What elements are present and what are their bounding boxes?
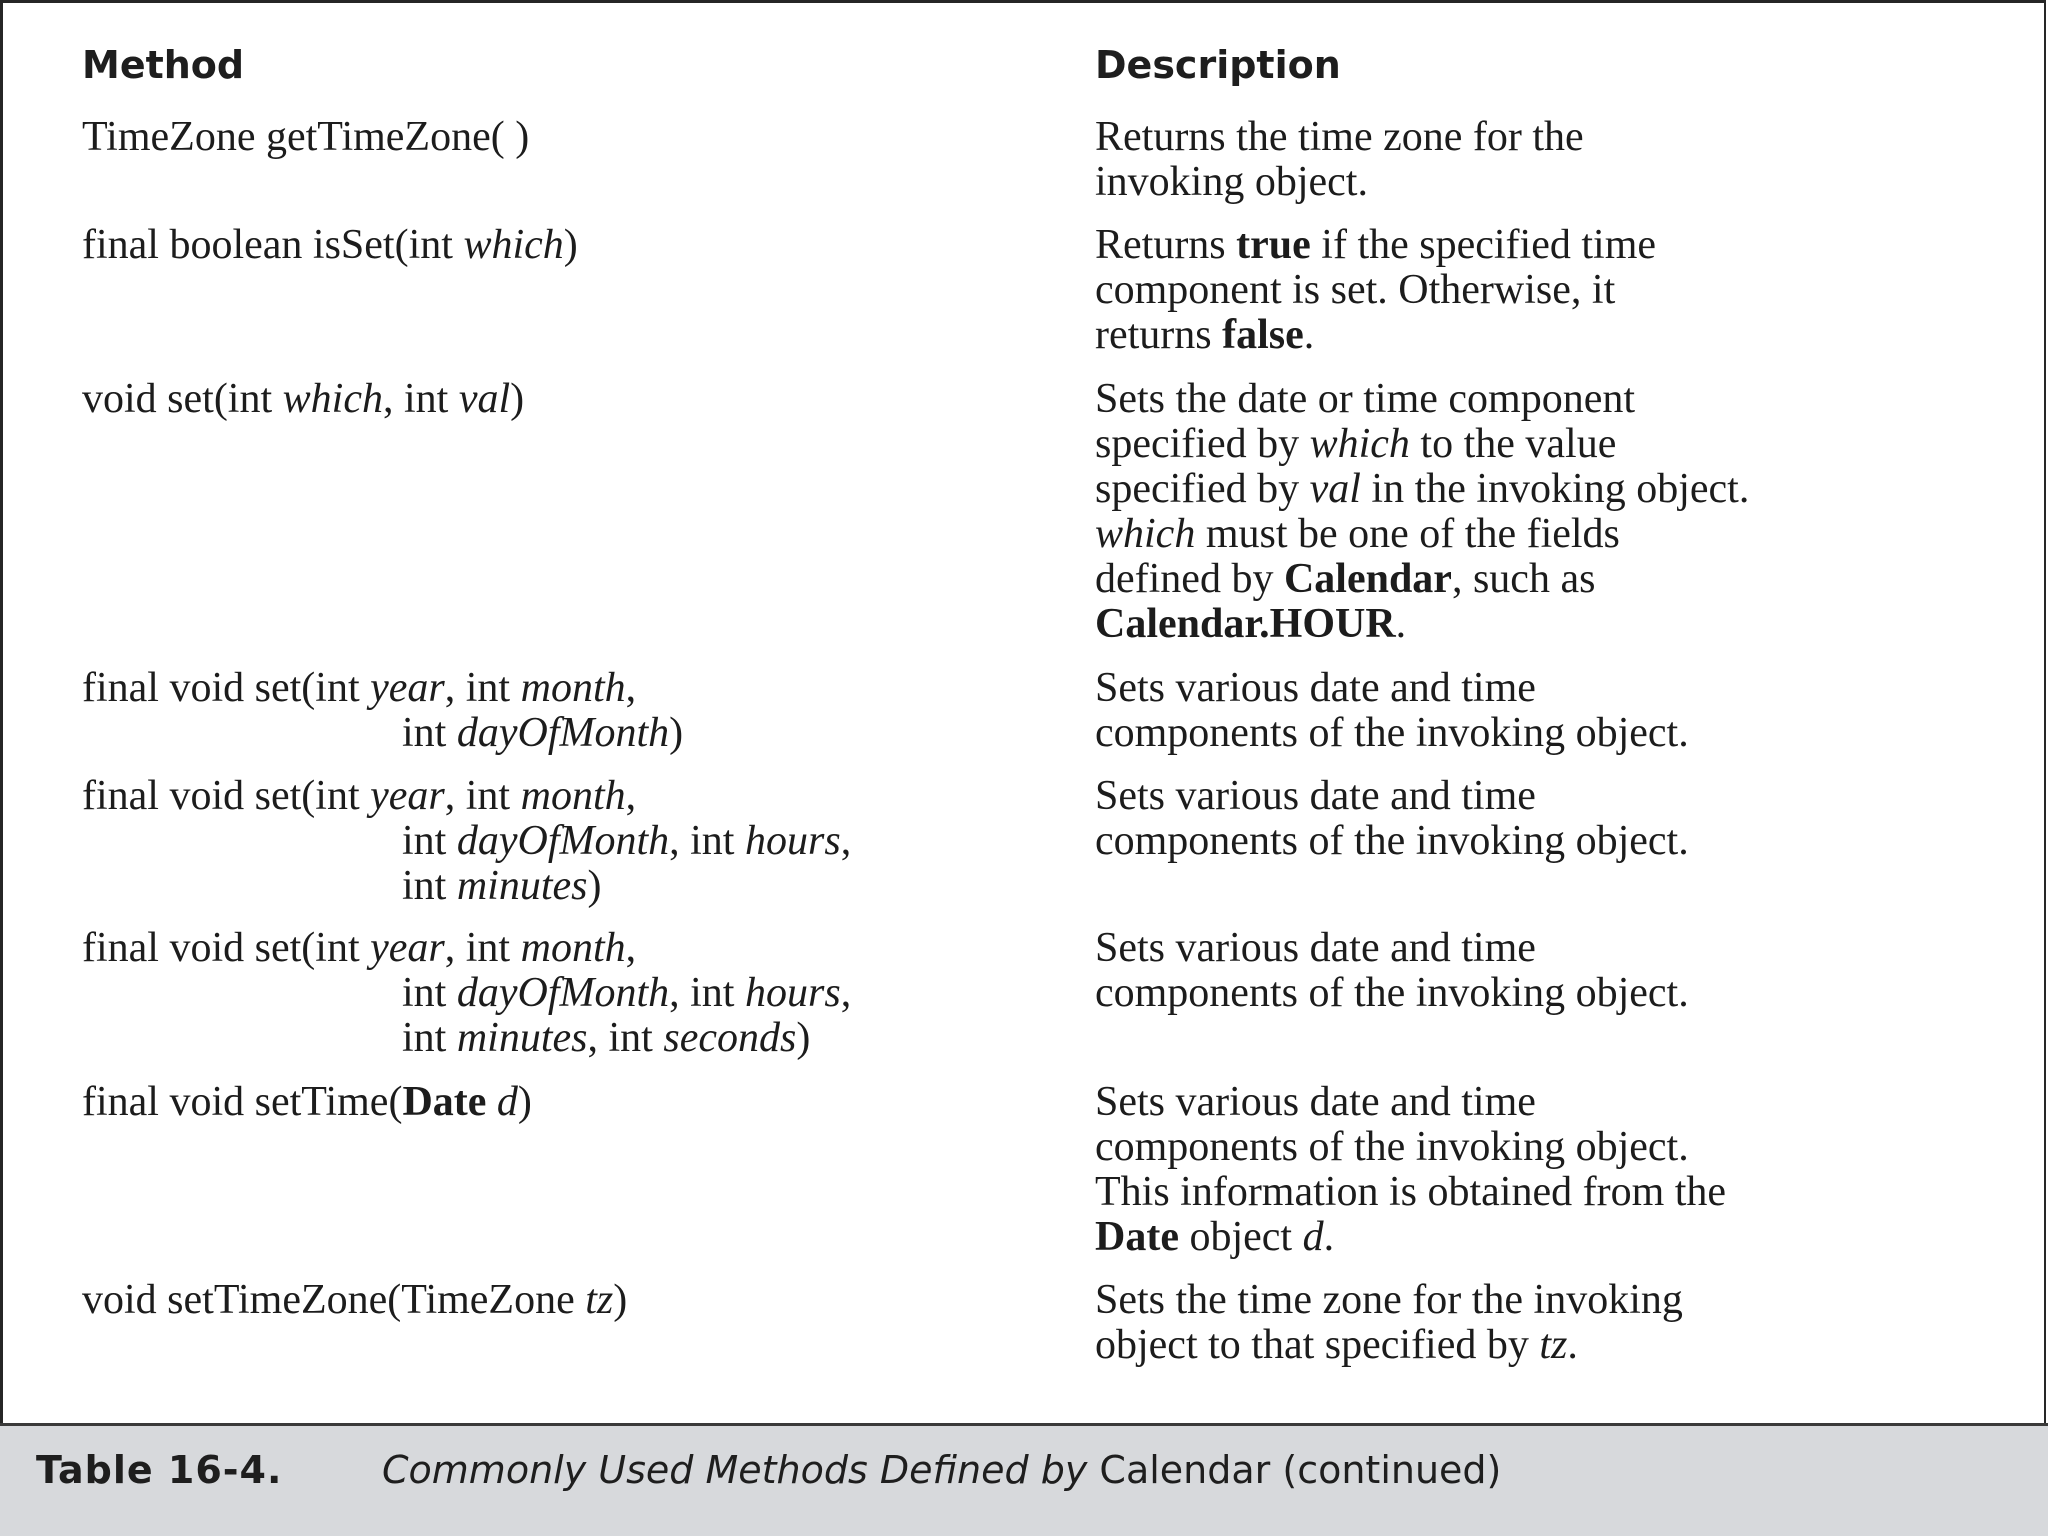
method-line: final void set(int year, int month, [82,925,637,971]
method-line: int dayOfMonth) [402,710,684,756]
description-line: Calendar.HOUR. [1095,601,1407,647]
method-line: void setTimeZone(TimeZone tz) [82,1277,628,1323]
description-line: components of the invoking object. [1095,970,1689,1016]
method-cell [82,926,1042,1061]
table-title-plain: Calendar (continued) [1099,1448,1502,1492]
description-line: Sets various date and time [1095,925,1536,971]
description-cell [1095,774,2015,864]
description-line: components of the invoking object. [1095,818,1689,864]
method-line: int minutes, int seconds) [402,1015,811,1061]
column-header-method: Method [82,43,245,87]
method-line: final boolean isSet(int which) [82,222,578,268]
column-header-description: Description [1095,43,1341,87]
table-number: Table 16-4. [36,1448,283,1492]
description-cell [1095,926,2015,1016]
description-line: object to that specified by tz. [1095,1322,1578,1368]
method-line: int dayOfMonth, int hours, [402,970,852,1016]
description-cell [1095,666,2015,756]
table-title [382,1448,1501,1492]
method-line: final void set(int year, int month, [82,665,637,711]
table-title-italic: Commonly Used Methods Defined by [382,1448,1088,1492]
description-line: Returns the time zone for the [1095,114,1584,160]
description-line: Sets the date or time component [1095,376,1636,422]
method-line: void set(int which, int val) [82,376,525,422]
method-cell [82,666,1042,756]
description-line: Sets various date and time [1095,1079,1536,1125]
method-line: final void setTime(Date d) [82,1079,532,1125]
method-line: int minutes) [402,863,602,909]
method-cell [82,774,1042,909]
description-line: component is set. Otherwise, it [1095,267,1616,313]
method-cell [82,1080,1042,1125]
description-line: which must be one of the fields [1095,511,1620,557]
description-cell [1095,377,2015,647]
description-line: Sets the time zone for the invoking [1095,1277,1683,1323]
method-line: int dayOfMonth, int hours, [402,818,852,864]
description-line: specified by which to the value [1095,421,1617,467]
description-line: Sets various date and time [1095,665,1536,711]
description-cell [1095,223,2015,358]
method-line: TimeZone getTimeZone( ) [82,114,530,160]
description-line: Date object d. [1095,1214,1335,1260]
description-line: Returns true if the specified time [1095,222,1657,268]
description-line: invoking object. [1095,159,1368,205]
description-line: returns false. [1095,312,1315,358]
description-cell [1095,115,2015,205]
description-cell [1095,1278,2015,1368]
description-line: components of the invoking object. [1095,710,1689,756]
method-cell [82,115,1042,160]
description-line: Sets various date and time [1095,773,1536,819]
description-line: defined by Calendar, such as [1095,556,1596,602]
description-line: This information is obtained from the [1095,1169,1727,1215]
description-line: components of the invoking object. [1095,1124,1689,1170]
description-line: specified by val in the invoking object. [1095,466,1750,512]
description-cell [1095,1080,2015,1260]
method-cell [82,377,1042,422]
table-caption-bar [0,1423,2048,1536]
method-cell [82,1278,1042,1323]
method-line: final void set(int year, int month, [82,773,637,819]
method-cell [82,223,1042,268]
